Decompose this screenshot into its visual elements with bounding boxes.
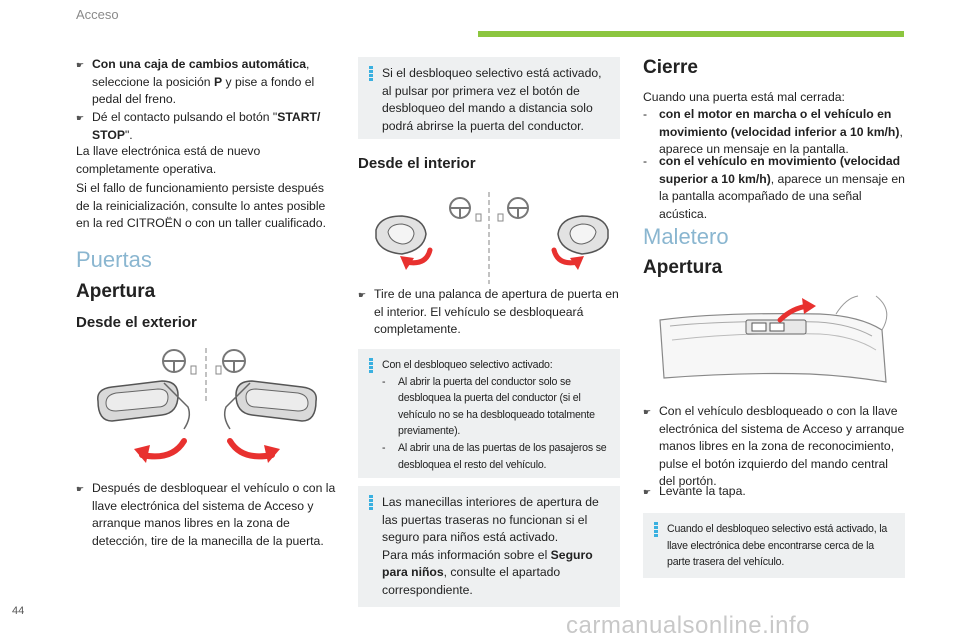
- bullet-automatic-gearbox: [76, 56, 338, 109]
- list-item-text: Al abrir una de las puertas de los pasajeros se desbloquea el resto del vehículo.: [398, 441, 607, 471]
- bullet-text: , seleccione la posición: [92, 57, 310, 89]
- heading-apertura-maletero: Apertura: [643, 257, 723, 278]
- list-item: - con el motor en marcha o el vehículo en movimiento (velocidad inferior a 10 km/h), aparece un mensaje en la pantalla.: [643, 107, 903, 156]
- header-accent-bar: [478, 31, 904, 37]
- note-text: Cuando el desbloqueo selectivo está activado, la llave electrónica debe encontrarse cerca de la parte trasera del vehículo.: [667, 523, 888, 569]
- note-title: Con el desbloqueo selectivo activado:: [382, 359, 553, 371]
- bullet-bold-text: P: [213, 74, 223, 89]
- bullet-tailgate-open: [643, 403, 905, 491]
- list-item-text: Al abrir la puerta del conductor solo se desbloquea la puerta del conductor (si el vehículo no se ha desbloqueado totalmente previamente).: [398, 375, 595, 438]
- info-bar-icon: [369, 66, 373, 81]
- bullet-text: Después de desbloquear el vehículo o con la llave electrónica del sistema de Acceso y arranque manos libres en la zona de detección, tire de la manecilla de la puerta.: [92, 481, 336, 548]
- tailgate-illustration: [650, 290, 895, 390]
- bullet-interior-open: [358, 286, 620, 339]
- list-item-bold-text: con el motor en marcha o el vehículo en movimiento (velocidad inferior a 10 km/h): [659, 107, 900, 139]
- list-item: - Al abrir una de las puertas de los pasajeros se desbloquea el resto del vehículo.: [382, 440, 610, 473]
- red-arrow-icon: [264, 445, 280, 463]
- paragraph-persistent-fault: Si el fallo de funcionamiento persiste después de la reinicialización, consulte lo antes posible en la red CITROËN o con un taller cualificado.: [76, 181, 326, 230]
- steering-wheel-icon: [450, 198, 470, 218]
- list-item-text: , aparece un mensaje en la pantalla acompañado de una señal acústica.: [659, 171, 905, 221]
- bullet-text: ".: [124, 127, 133, 142]
- pointing-arrow-icon: ☛: [76, 60, 85, 70]
- bullet-text: Tire de una palanca de apertura de puerta en el interior. El vehículo se desbloqueará completamente.: [374, 287, 619, 336]
- section-title: Acceso: [76, 7, 119, 22]
- list-item: - con el vehículo en movimiento (velocidad superior a 10 km/h), aparece un mensaje en la pantalla acompañado de una señal acústica.: [643, 154, 905, 221]
- note-bold-text: Seguro para niños: [382, 547, 593, 579]
- info-bar-icon: [654, 522, 658, 537]
- steering-wheel-icon: [223, 350, 245, 372]
- note-text: Las manecillas interiores de apertura de las puertas traseras no funcionan si el seguro para niños está activado.: [382, 495, 599, 544]
- note-text: Si el desbloqueo selectivo está activado, al pulsar por primera vez el botón de desbloqueo del mando a distancia solo podrá abrirse la puerta del conductor.: [382, 66, 602, 133]
- bullet-lift-lid: [643, 483, 905, 502]
- red-arrow-icon: [134, 445, 150, 463]
- pointing-arrow-icon: ☛: [76, 484, 85, 494]
- exterior-door-handle-illustration: [92, 343, 322, 468]
- list-item: - Al abrir la puerta del conductor solo se desbloquea la puerta del conductor (si el vehículo no se ha desbloqueado totalmente previamente).: [382, 374, 610, 440]
- heading-puertas: Puertas: [76, 247, 152, 272]
- bullet-text: y pise a fondo el pedal del freno.: [92, 74, 315, 106]
- info-bar-icon: [369, 495, 373, 510]
- pointing-arrow-icon: ☛: [358, 290, 367, 300]
- pointing-arrow-icon: ☛: [643, 487, 652, 497]
- bullet-start-stop: [76, 109, 338, 144]
- bullet-bold-text: START/ STOP: [92, 110, 321, 142]
- paragraph-key-operative: La llave electrónica está de nuevo completamente operativa.: [76, 144, 261, 176]
- pointing-arrow-icon: ☛: [643, 407, 652, 417]
- note-tailgate-key: [643, 513, 905, 578]
- note-selective-unlock-details: [358, 349, 620, 478]
- bullet-text: Dé el contacto pulsando el botón ": [92, 110, 278, 124]
- watermark: carmanualsonline.info: [566, 612, 810, 639]
- heading-maletero: Maletero: [643, 224, 729, 249]
- page-number: 44: [12, 605, 25, 617]
- paragraph-cierre-intro: Cuando una puerta está mal cerrada:: [643, 90, 845, 104]
- heading-apertura: Apertura: [76, 281, 156, 302]
- note-text: , consulte el apartado correspondiente.: [382, 565, 561, 597]
- heading-cierre: Cierre: [643, 57, 698, 78]
- interior-lever-illustration: [372, 186, 612, 286]
- note-text: Para más información sobre el: [382, 547, 551, 562]
- note-child-lock: [358, 486, 620, 607]
- red-arrow-icon: [802, 298, 816, 314]
- list-item-text: , aparece un mensaje en la pantalla.: [659, 124, 903, 156]
- list-item-bold-text: con el vehículo en movimiento (velocidad superior a 10 km/h): [659, 154, 901, 186]
- steering-wheel-icon: [508, 198, 528, 218]
- info-bar-icon: [369, 358, 373, 373]
- note-selective-unlock: [358, 57, 620, 139]
- pointing-arrow-icon: ☛: [76, 113, 85, 123]
- bullet-text: Con el vehículo desbloqueado o con la llave electrónica del sistema de Acceso y arranque manos libres en la zona de reconocimiento, pulse el botón izquierdo del mando central del portón.: [659, 404, 905, 488]
- heading-desde-exterior: Desde el exterior: [76, 314, 197, 331]
- bullet-exterior-open: [76, 480, 341, 550]
- bullet-text: Levante la tapa.: [659, 484, 746, 498]
- steering-wheel-icon: [163, 350, 185, 372]
- heading-desde-interior: Desde el interior: [358, 155, 476, 172]
- bullet-bold-text: Con una caja de cambios automática: [92, 57, 307, 71]
